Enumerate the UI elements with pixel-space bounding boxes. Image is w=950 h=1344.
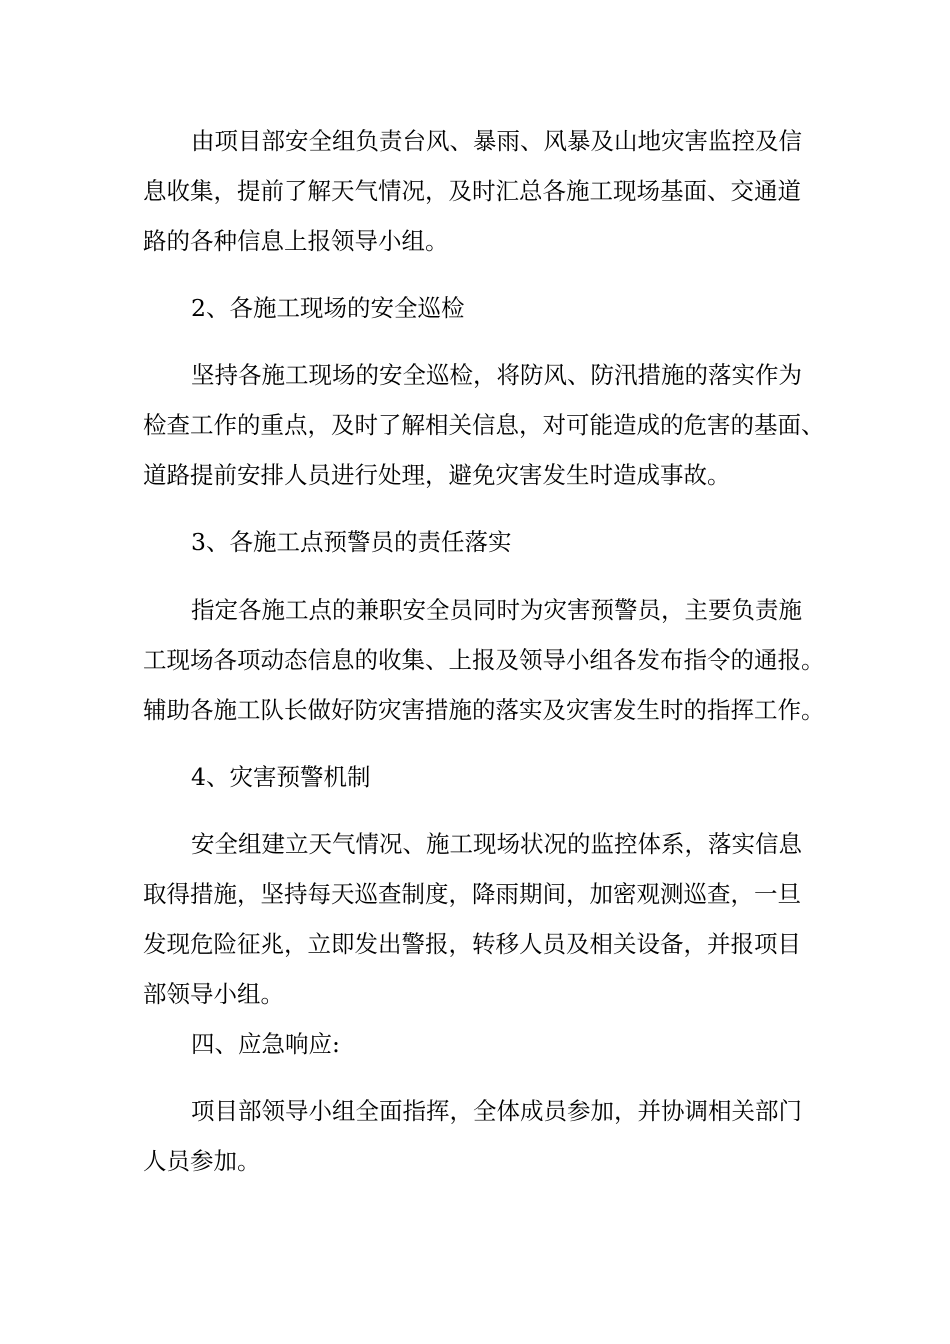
paragraph-4-line-3: 发现危险征兆，立即发出警报，转移人员及相关设备，并报项目	[143, 930, 801, 958]
section-heading-2: 2、各施工现场的安全巡检	[191, 294, 465, 322]
section-heading-5: 四、应急响应:	[191, 1030, 340, 1058]
paragraph-5-line-1: 项目部领导小组全面指挥，全体成员参加，并协调相关部门	[191, 1097, 802, 1125]
paragraph-2-line-2: 检查工作的重点，及时了解相关信息，对可能造成的危害的基面、	[143, 411, 825, 439]
paragraph-5-line-2: 人员参加。	[143, 1147, 261, 1175]
paragraph-3-line-2: 工现场各项动态信息的收集、上报及领导小组各发布指令的通报。	[143, 646, 825, 674]
paragraph-4-line-2: 取得措施，坚持每天巡查制度，降雨期间，加密观测巡查，一旦	[143, 880, 801, 908]
paragraph-4-line-1: 安全组建立天气情况、施工现场状况的监控体系，落实信息	[191, 830, 802, 858]
paragraph-2-line-1: 坚持各施工现场的安全巡检，将防风、防汛措施的落实作为	[191, 361, 802, 389]
paragraph-3-line-1: 指定各施工点的兼职安全员同时为灾害预警员，主要负责施	[191, 596, 802, 624]
paragraph-3-line-3: 辅助各施工队长做好防灾害措施的落实及灾害发生时的指挥工作。	[143, 696, 825, 724]
section-heading-4: 4、灾害预警机制	[191, 763, 371, 791]
paragraph-1-line-2: 息收集，提前了解天气情况，及时汇总各施工现场基面、交通道	[143, 177, 801, 205]
paragraph-2-line-3: 道路提前安排人员进行处理，避免灾害发生时造成事故。	[143, 461, 731, 489]
paragraph-4-line-4: 部领导小组。	[143, 980, 284, 1008]
paragraph-1-line-1: 由项目部安全组负责台风、暴雨、风暴及山地灾害监控及信	[191, 127, 802, 155]
section-heading-3: 3、各施工点预警员的责任落实	[191, 528, 512, 556]
paragraph-1-line-3: 路的各种信息上报领导小组。	[143, 227, 449, 255]
